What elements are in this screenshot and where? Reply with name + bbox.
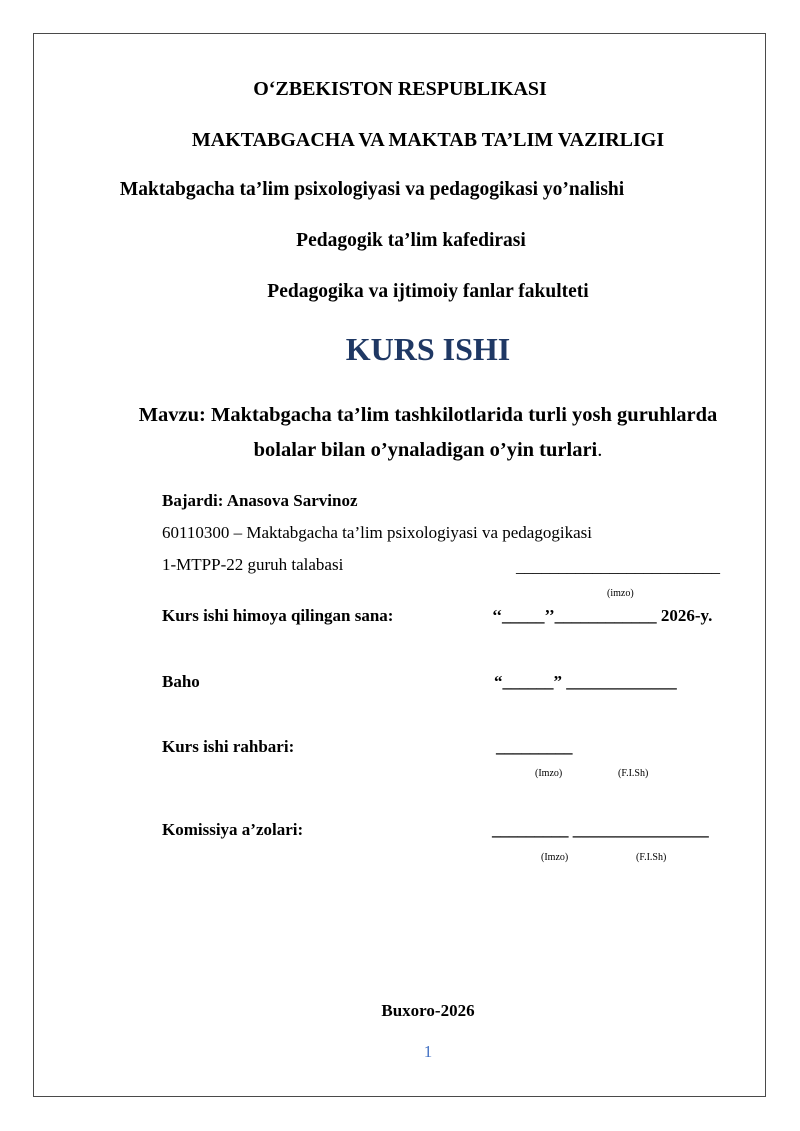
ministry-heading: MAKTABGACHA VA MAKTAB TA’LIM VAZIRLIGI [191,129,665,151]
defense-date-value: ‘‘_____’’____________ 2026-y. [492,606,713,625]
supervisor-sign-caption: (Imzo) [535,768,563,779]
document-title: KURS ISHI [345,331,511,367]
specialty: 60110300 – Maktabgacha ta’lim psixologiyasi va pedagogikasi [162,523,592,542]
department-heading: Pedagogik ta’lim kafedirasi [296,230,526,251]
defense-date-label: Kurs ishi himoya qilingan sana: [162,606,394,625]
direction-heading: Maktabgacha ta’lim psixologiyasi va pedagogikasi yo’nalishi [119,179,625,200]
supervisor-label: Kurs ishi rahbari: [162,737,295,756]
commission-name-caption: (F.I.Sh) [636,852,667,863]
supervisor-signature-line: _________ [496,737,573,756]
grade-label: Baho [162,672,200,691]
supervisor-name-caption: (F.I.Sh) [618,768,649,779]
republic-heading: O‘ZBEKISTON RESPUBLIKASI [253,78,547,100]
commission-label: Komissiya a’zolari: [162,820,304,839]
performed-by: Bajardi: Anasova Sarvinoz [162,491,358,510]
city-year: Buxoro-2026 [381,1001,475,1020]
group: 1-MTPP-22 guruh talabasi [162,555,344,574]
commission-signature-line: _________ ________________ [492,820,709,839]
student-signature-caption: (imzo) [607,588,634,599]
grade-value: “______” _____________ [494,672,677,691]
commission-sign-caption: (Imzo) [541,852,569,863]
faculty-heading: Pedagogika va ijtimoiy fanlar fakulteti [267,281,589,302]
student-signature-line: ________________________ [516,557,720,576]
topic-line-1: Mavzu: Maktabgacha ta’lim tashkilotlarida turli yosh guruhlarda [138,404,718,426]
page-number: 1 [423,1042,433,1061]
topic-line-2 [28,439,800,462]
topic-line-2-text: bolalar bilan o’ynaladigan o’yin turlari [253,439,598,461]
topic-period: . [597,439,603,461]
